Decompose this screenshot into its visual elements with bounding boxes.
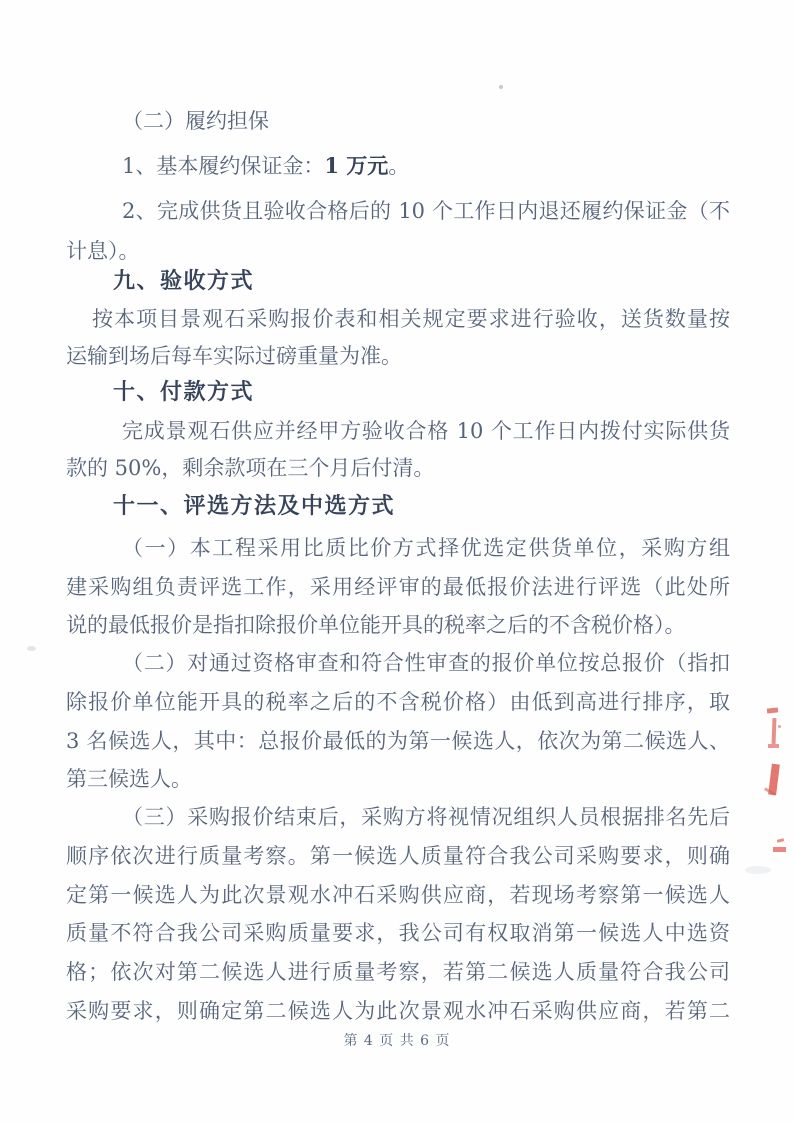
- red-seal-fragment-icon: [768, 744, 779, 748]
- guarantee-item-1: [66, 151, 730, 181]
- section-heading-10-payment: 十、付款方式: [113, 379, 255, 404]
- section-11-para-2-line-4: 第三候选人。: [66, 767, 192, 791]
- red-seal-fragment-icon: [777, 838, 785, 843]
- section-11-para-2-line-1: （二）对通过资格审查和符合性审查的报价单位按总报价（指扣: [122, 651, 730, 675]
- guarantee-item-2-line-2: 计息）。: [66, 239, 140, 263]
- scan-speck: [27, 646, 36, 651]
- document-content: [66, 0, 730, 1123]
- guarantee-amount: 1 万元: [324, 153, 389, 178]
- section-heading-9-acceptance: 九、验收方式: [113, 268, 255, 293]
- page-number-footer: 第 4 页 共 6 页: [343, 1033, 451, 1049]
- section-11-para-2-line-2: 除报价单位能开具的税率之后的不含税价格）由低到高进行排序，取: [66, 690, 730, 714]
- section-9-line-2: 运输到场后每车实际过磅重量为准。: [66, 344, 402, 368]
- red-seal-fragment-icon: [767, 707, 778, 713]
- red-seal-fragment-icon: [773, 847, 786, 852]
- section-heading-11-selection: 十一、评选方法及中选方式: [113, 493, 396, 518]
- red-seal-fragment-icon: [778, 725, 781, 728]
- section-11-para-3-line-3: 定第一候选人为此次景观水冲石采购供应商，若现场考察第一候选人: [66, 883, 730, 907]
- section-11-para-3-line-1: （三）采购报价结束后，采购方将视情况组织人员根据排名先后: [122, 805, 730, 829]
- guarantee-item-1-period: 。: [388, 154, 410, 178]
- section-11-para-3-line-2: 顺序依次进行质量考察。第一候选人质量符合我公司采购要求，则确: [66, 844, 730, 868]
- section-11-para-1-line-2: 建采购组负责评选工作，采用经评审的最低报价法进行评选（此处所: [66, 575, 730, 599]
- section-11-para-3-line-6: 采购要求，则确定第二候选人为此次景观水冲石采购供应商，若第二: [66, 999, 730, 1023]
- red-seal-fragment-icon: [772, 718, 777, 744]
- section-11-para-3-line-5: 格；依次对第二候选人进行质量考察，若第二候选人质量符合我公司: [66, 960, 730, 984]
- guarantee-item-2-line-1: 2、完成供货且验收合格后的 10 个工作日内退还履约保证金（不: [122, 199, 730, 223]
- section-11-para-2-line-3: 3 名候选人，其中：总报价最低的为第一候选人，依次为第二候选人、: [66, 729, 730, 753]
- section-11-para-1-line-1: （一）本工程采用比质比价方式择优选定供货单位，采购方组: [122, 536, 730, 560]
- subsection-heading-guarantee: （二）履约担保: [122, 109, 269, 133]
- section-10-line-2: 款的 50%，剩余款项在三个月后付清。: [66, 456, 435, 480]
- guarantee-item-1-text: 1、基本履约保证金：: [122, 154, 325, 178]
- scan-speck: [499, 85, 503, 89]
- section-9-line-1: 按本项目景观石采购报价表和相关规定要求进行验收，送货数量按: [92, 307, 730, 331]
- scan-speck: [745, 866, 771, 874]
- section-11-para-3-line-4: 质量不符合我公司采购质量要求，我公司有权取消第一候选人中选资: [66, 921, 730, 945]
- section-10-line-1: 完成景观石供应并经甲方验收合格 10 个工作日内拨付实际供货: [122, 419, 730, 443]
- section-11-para-1-line-3: 说的最低报价是指扣除报价单位能开具的税率之后的不含税价格）。: [66, 613, 686, 637]
